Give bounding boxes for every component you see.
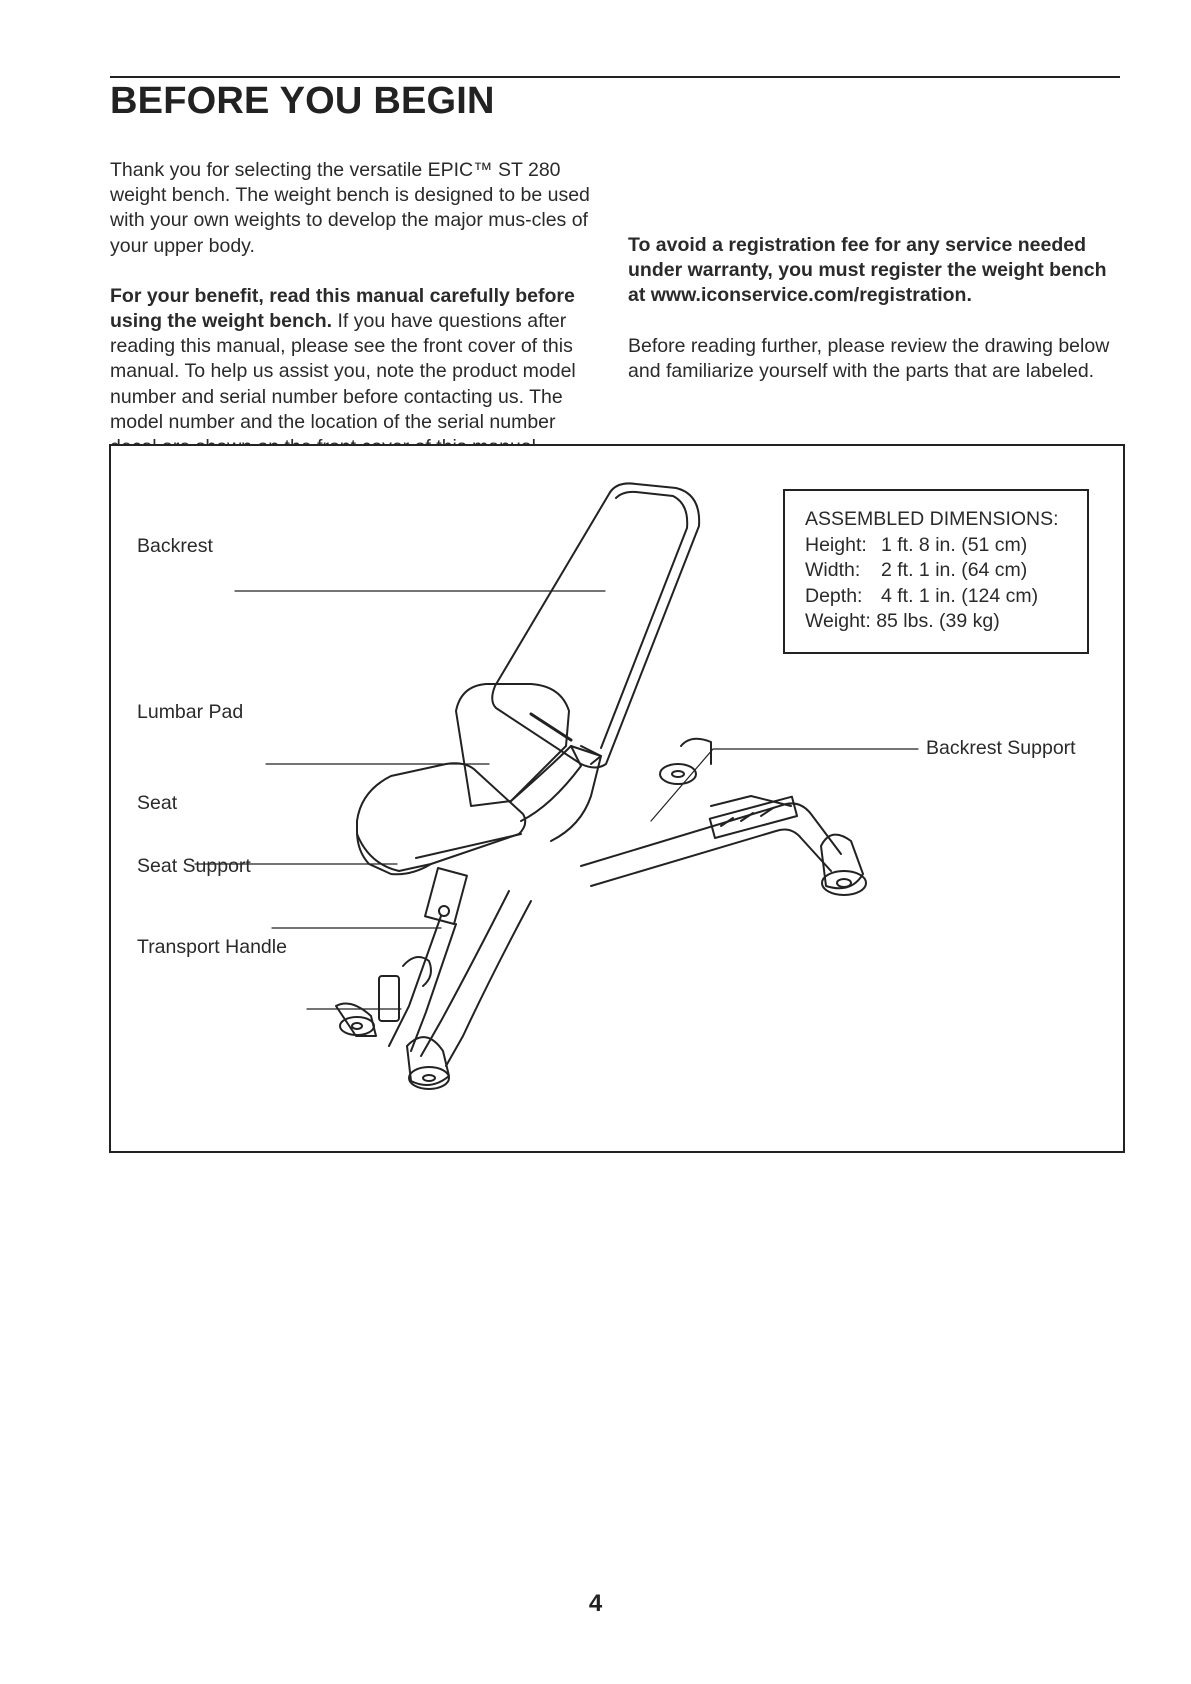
intro-paragraph-4: Before reading further, please review the drawing below and familiarize yourself with the parts that are labeled. <box>628 334 1110 382</box>
backrest <box>492 483 699 767</box>
label-seat: Seat <box>137 792 178 814</box>
intro-paragraph-2 <box>110 284 600 460</box>
dimension-row-height <box>805 533 1087 559</box>
intro-paragraph-1: Thank you for selecting the versatile EPIC™ ST 280 weight bench. The weight bench is designed to be used with your own weights to develop the major mus-cles of your upper body. <box>110 159 590 257</box>
bench-frame <box>336 739 866 1089</box>
dimension-key: Height: <box>805 533 867 556</box>
intro-paragraph-2-bold: For your benefit, read this manual carefully before using the weight bench. <box>110 284 575 333</box>
page-title: BEFORE YOU BEGIN <box>110 80 495 122</box>
registration-notice: To avoid a registration fee for any service needed under warranty, you must register the weight bench at www.iconservice.com/registration. <box>628 234 1107 307</box>
dimension-key: Weight: <box>805 610 871 632</box>
backrest-support-leader <box>651 749 918 821</box>
dimension-row-width <box>805 558 1087 584</box>
label-seat-support: Seat Support <box>137 855 251 877</box>
dimension-key: Depth: <box>805 584 863 607</box>
dimension-value: 1 ft. 8 in. (51 cm) <box>881 533 1028 556</box>
dimension-row-weight <box>805 609 1087 635</box>
page-number: 4 <box>588 1590 603 1617</box>
label-backrest: Backrest <box>137 535 213 557</box>
label-lumbar-pad: Lumbar Pad <box>137 701 244 723</box>
seat <box>357 763 525 874</box>
dimensions-title: ASSEMBLED DIMENSIONS: <box>805 508 1059 530</box>
label-transport-handle: Transport Handle <box>137 936 287 958</box>
intro-paragraph-2-text: If you have questions after reading this manual, please see the front cover of this manual. To help us assist you, note the product model number and serial number before contacting us. The model number and the location of the serial number <box>110 310 576 433</box>
assembled-dimensions-box <box>783 489 1089 654</box>
column-flow-spacer <box>628 158 1123 233</box>
label-backrest-support: Backrest Support <box>926 737 1076 759</box>
dimension-key: Width: <box>805 559 861 581</box>
intro-right-column <box>628 158 1123 409</box>
dimension-value: 2 ft. 1 in. (64 cm) <box>881 559 1028 581</box>
title-rule <box>110 76 1120 78</box>
dimension-value: 85 lbs. (39 kg) <box>876 610 1000 632</box>
dimension-row-depth <box>805 584 1087 610</box>
bench-diagram <box>109 444 1125 1153</box>
intro-left-column <box>110 158 600 485</box>
dimension-value: 4 ft. 1 in. (124 cm) <box>881 584 1039 607</box>
